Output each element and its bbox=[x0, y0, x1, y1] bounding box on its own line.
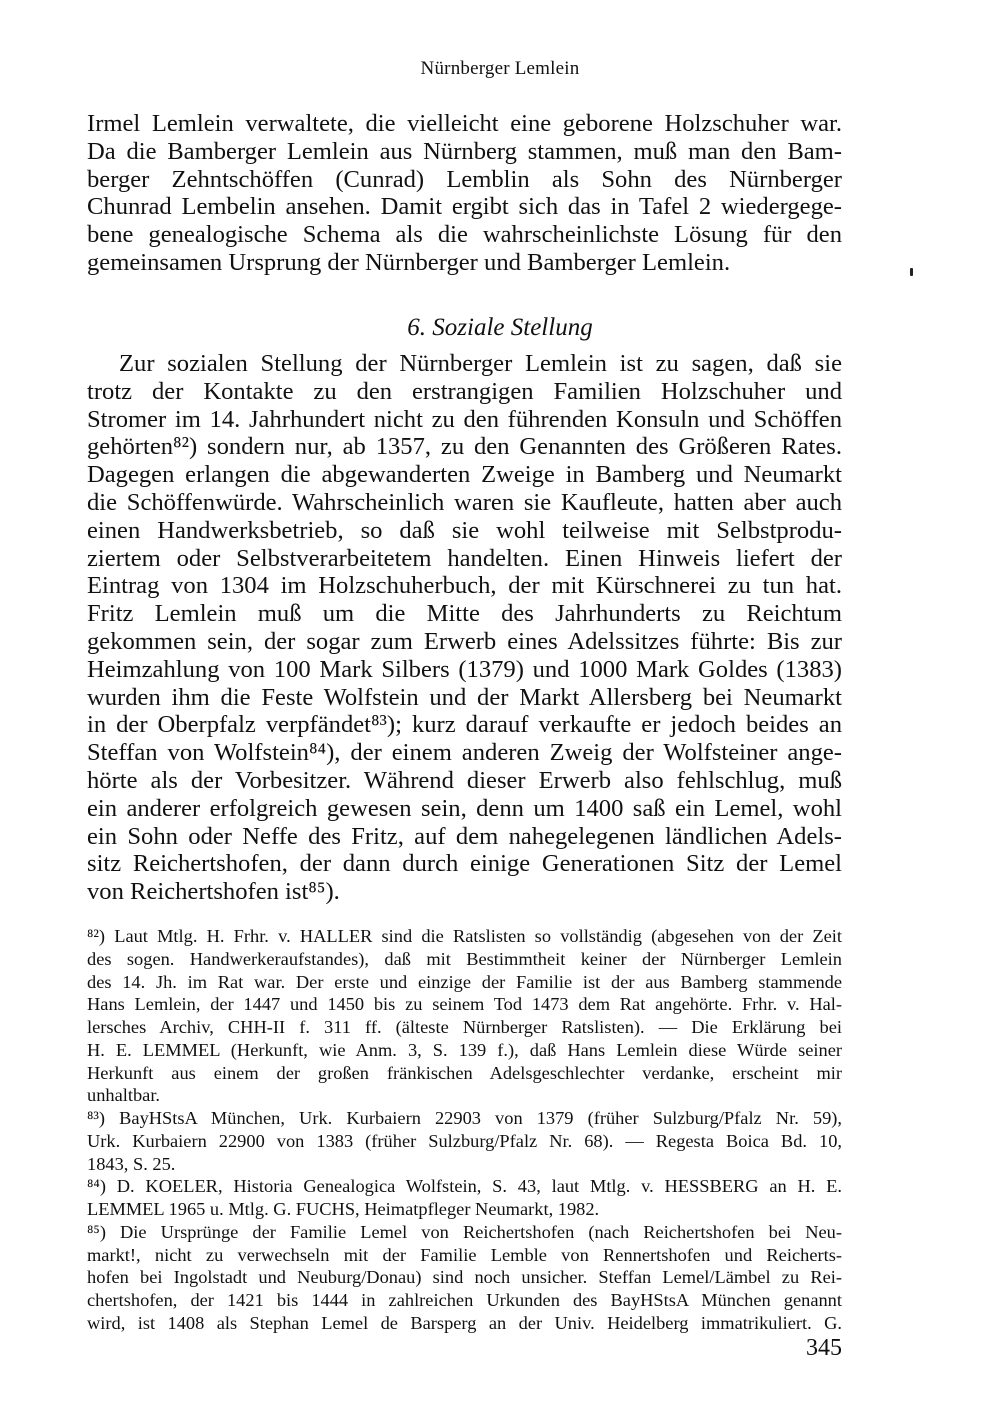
footnote-line: LEMMEL 1965 u. Mtlg. G. FUCHS, Heimatpfleger Neumarkt, 1982. bbox=[87, 1199, 600, 1219]
text-line: sitz Reichertshofen, der dann durch einige Generationen Sitz der Lemel bbox=[87, 850, 842, 878]
text-line: ein Sohn oder Neffe des Fritz, auf dem nahegelegenen ländlichen Adels- bbox=[87, 822, 842, 850]
footnote-line: Hans Lemlein, der 1447 und 1450 bis zu seinem Tod 1473 dem Rat angehörte. Frhr. v. Hal- bbox=[87, 994, 842, 1015]
text-line: Stromer im 14. Jahrhundert nicht zu den führenden Konsuln und Schöffen bbox=[87, 405, 842, 433]
text-line: Fritz Lemlein muß um die Mitte des Jahrhunderts zu Reichtum bbox=[87, 600, 842, 628]
paragraph-2 bbox=[87, 350, 842, 906]
text-line: gekommen sein, der sogar zum Erwerb eines Adelssitzes führte: Bis zur bbox=[87, 627, 842, 655]
footnote-line: lersches Archiv, CHH-II f. 311 ff. (älteste Nürnberger Ratslisten). — Die Erklärung bei bbox=[87, 1017, 842, 1037]
footnote-line: Herkunft aus einem der großen fränkischen Adelsgeschlechter verdanke, erscheint mir bbox=[87, 1062, 842, 1083]
text-line: ein anderer erfolgreich gewesen sein, denn um 1400 saß ein Lemel, wohl bbox=[87, 794, 842, 822]
running-head: Nürnberger Lemlein bbox=[420, 58, 580, 79]
text-line: Heimzahlung von 100 Mark Silbers (1379) und 1000 Mark Goldes (1383) bbox=[87, 655, 842, 683]
footnote-line: markt!, nicht zu verwechseln mit der Familie Lemble von Rennertshofen und Reicherts- bbox=[87, 1244, 842, 1265]
stray-print-mark bbox=[910, 268, 913, 276]
text-line: Da die Bamberger Lemlein aus Nürnberg stammen, muß man den Bam- bbox=[87, 137, 842, 165]
text-line: wurden ihm die Feste Wolfstein und der Markt Allersberg bei Neumarkt bbox=[87, 683, 842, 711]
footnote-line: ⁸²) Laut Mtlg. H. Frhr. v. HALLER sind die Ratslisten so vollständig (abgesehen von der Zeit bbox=[87, 926, 842, 946]
text-line: gemeinsamen Ursprung der Nürnberger und Bamberger Lemlein. bbox=[87, 248, 731, 276]
footnote-line: wird, ist 1408 als Stephan Lemel de Barsperg an der Univ. Heidelberg immatrikuliert. G. bbox=[87, 1312, 842, 1333]
footnote-line: ⁸⁵) Die Ursprünge der Familie Lemel von Reichertshofen (nach Reichertshofen bei Neu- bbox=[87, 1221, 842, 1242]
text-line: die Schöffenwürde. Wahrscheinlich waren sie Kaufleute, hatten aber auch bbox=[87, 488, 842, 516]
text-line: hörte als der Vorbesitzer. Während dieser Erwerb also fehlschlug, muß bbox=[87, 766, 842, 794]
footnote-line: unhaltbar. bbox=[87, 1085, 161, 1106]
text-line: gehörten⁸²) sondern nur, ab 1357, zu den Genannten des Größeren Rates. bbox=[87, 433, 842, 461]
footnote-line: des sogen. Handwerkeraufstandes), daß mit Bestimmtheit keiner der Nürnberger Lemlein bbox=[87, 948, 842, 969]
footnote-line: ⁸³) BayHStsA München, Urk. Kurbaiern 22903 von 1379 (früher Sulzburg/Pfalz Nr. 59), bbox=[87, 1108, 842, 1128]
text-line: trotz der Kontakte zu den erstrangigen Familien Holzschuher und bbox=[87, 377, 842, 405]
footnote-line: des 14. Jh. im Rat war. Der erste und einzige der Familie ist der aus Bamberg stammende bbox=[87, 971, 842, 992]
text-line: Irmel Lemlein verwaltete, die vielleicht eine geborene Holzschuher war. bbox=[87, 110, 842, 137]
page-number: 345 bbox=[806, 1335, 842, 1361]
text-line: Steffan von Wolfstein⁸⁴), der einem anderen Zweig der Wolfsteiner ange- bbox=[87, 739, 842, 767]
text-line: bene genealogische Schema als die wahrscheinlichste Lösung für den bbox=[87, 221, 842, 249]
text-line: berger Zehntschöffen (Cunrad) Lemblin als Sohn des Nürnberger bbox=[87, 165, 842, 193]
text-line: von Reichertshofen ist⁸⁵). bbox=[87, 878, 340, 906]
section-heading: 6. Soziale Stellung bbox=[407, 314, 593, 341]
text-line: Eintrag von 1304 im Holzschuherbuch, der mit Kürschnerei zu tun hat. bbox=[87, 572, 842, 600]
text-line: Zur sozialen Stellung der Nürnberger Lemlein ist zu sagen, daß sie bbox=[119, 350, 842, 377]
text-line: Chunrad Lembelin ansehen. Damit ergibt sich das in Tafel 2 wiedergege- bbox=[87, 193, 842, 221]
footnotes bbox=[87, 925, 842, 1335]
text-line: in der Oberpfalz verpfändet⁸³); kurz darauf verkaufte er jedoch beides an bbox=[87, 711, 842, 739]
footnote-line: ⁸⁴) D. KOELER, Historia Genealogica Wolfstein, S. 43, laut Mtlg. v. HESSBERG an H. E. bbox=[87, 1176, 842, 1197]
footnote-line: Urk. Kurbaiern 22900 von 1383 (früher Sulzburg/Pfalz Nr. 68). — Regesta Boica Bd. 10, bbox=[87, 1130, 842, 1151]
footnote-line: hofen bei Ingolstadt und Neuburg/Donau) sind noch unsicher. Steffan Lemel/Lämbel zu Rei- bbox=[87, 1267, 842, 1288]
text-line: einen Handwerksbetrieb, so daß sie wohl teilweise mit Selbstprodu- bbox=[87, 516, 842, 544]
footnote-line: 1843, S. 25. bbox=[87, 1153, 176, 1174]
footnote-line: chertshofen, der 1421 bis 1444 in zahlreichen Urkunden des BayHStsA München genannt bbox=[87, 1290, 842, 1310]
text-line: ziertem oder Selbstverarbeitetem handelten. Einen Hinweis liefert der bbox=[87, 544, 842, 572]
paragraph-1 bbox=[87, 110, 842, 277]
footnote-line: H. E. LEMMEL (Herkunft, wie Anm. 3, S. 139 f.), daß Hans Lemlein diese Würde seiner bbox=[87, 1039, 842, 1060]
text-line: Dagegen erlangen die abgewanderten Zweige in Bamberg und Neumarkt bbox=[87, 461, 842, 489]
